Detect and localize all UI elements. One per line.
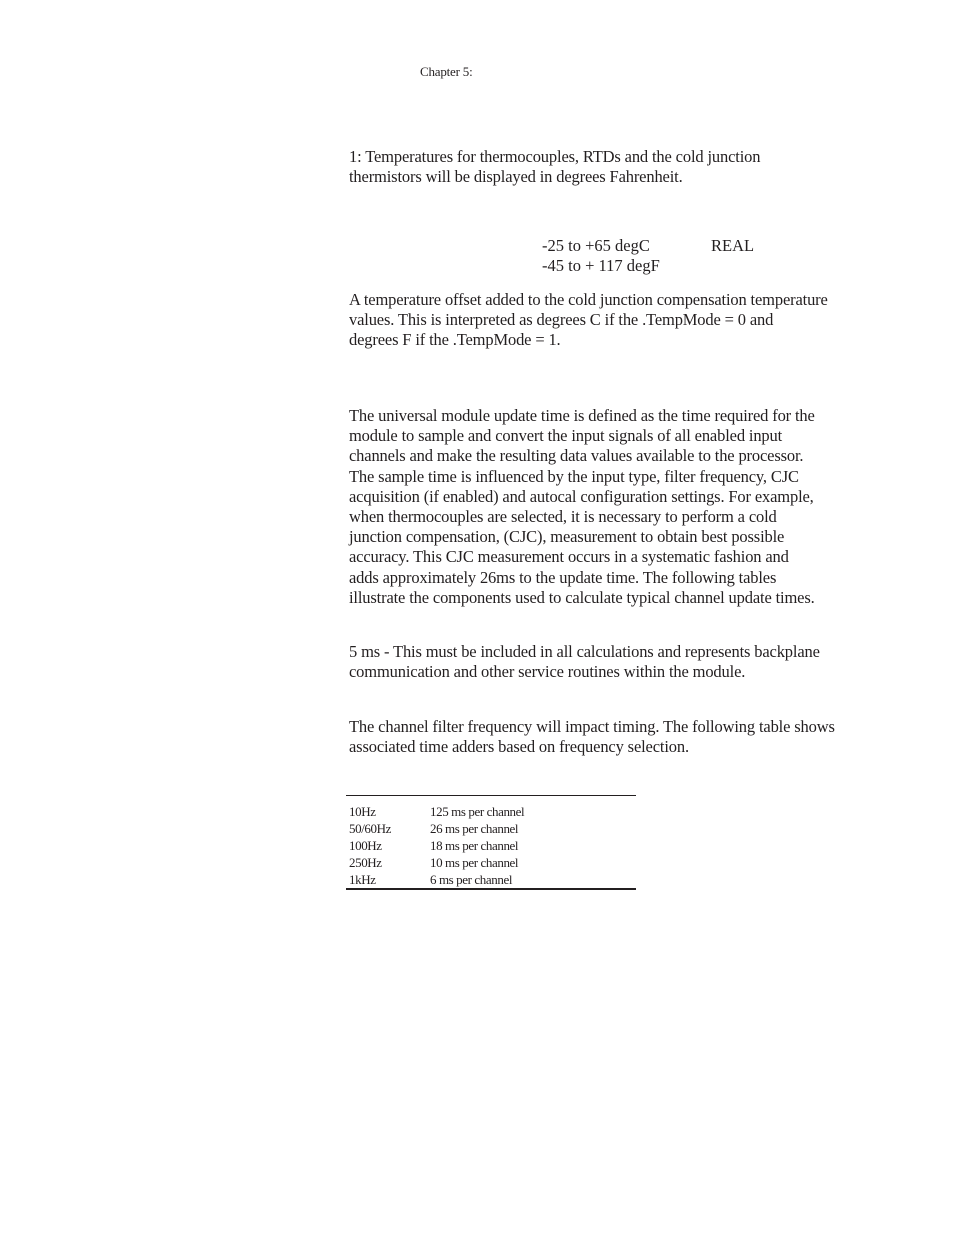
- text-line: The channel filter frequency will impact timing. The following table shows: [349, 717, 835, 736]
- table-row: [349, 837, 518, 854]
- time-adder-cell: 125 ms per channel: [430, 804, 525, 819]
- text-line: acquisition (if enabled) and autocal configuration settings. For example,: [349, 486, 814, 506]
- frequency-cell: 1kHz: [349, 872, 376, 887]
- table-top-rule: [346, 795, 636, 796]
- base-time-description: [349, 642, 869, 682]
- frequency-cell: 250Hz: [349, 855, 382, 870]
- text-line: communication and other service routines within the module.: [349, 662, 746, 682]
- text-line: 1: Temperatures for thermocouples, RTDs and the cold junction: [349, 147, 761, 166]
- time-adder-cell: 18 ms per channel: [430, 838, 519, 853]
- text-line: illustrate the components used to calculate typical channel update times.: [349, 587, 815, 607]
- text-line: The universal module update time is defined as the time required for the: [349, 406, 815, 425]
- table-bottom-rule: [346, 888, 636, 890]
- update-time-description: [349, 406, 869, 608]
- text-line: channels and make the resulting data values available to the processor.: [349, 446, 804, 466]
- time-adder-cell: 26 ms per channel: [430, 821, 519, 836]
- frequency-cell: 10Hz: [349, 804, 376, 819]
- text-line: accuracy. This CJC measurement occurs in a systematic fashion and: [349, 547, 789, 567]
- time-adder-cell: 6 ms per channel: [430, 872, 513, 887]
- text-line: values. This is interpreted as degrees C if the .TempMode = 0 and: [349, 310, 774, 330]
- table-row: [349, 871, 512, 888]
- text-line: A temperature offset added to the cold junction compensation temperature: [349, 290, 828, 309]
- table-row: [349, 803, 524, 820]
- cjc-offset-data-type: REAL: [711, 236, 755, 255]
- tempmode-note: [349, 147, 869, 187]
- text-line: when thermocouples are selected, it is necessary to perform a cold: [349, 507, 777, 527]
- cjc-offset-range-fahrenheit: -45 to + 117 degF: [542, 256, 660, 275]
- filter-intro: [349, 717, 869, 757]
- text-line: The sample time is influenced by the input type, filter frequency, CJC: [349, 466, 799, 486]
- text-line: degrees F if the .TempMode = 1.: [349, 330, 561, 350]
- text-line: associated time adders based on frequency selection.: [349, 737, 689, 757]
- text-line: 5 ms - This must be included in all calculations and represents backplane: [349, 642, 820, 661]
- frequency-cell: 50/60Hz: [349, 821, 391, 836]
- text-line: thermistors will be displayed in degrees Fahrenheit.: [349, 167, 683, 187]
- text-line: junction compensation, (CJC), measurement to obtain best possible: [349, 527, 785, 547]
- frequency-cell: 100Hz: [349, 838, 382, 853]
- text-line: module to sample and convert the input signals of all enabled input: [349, 426, 783, 446]
- cjc-offset-description: [349, 290, 869, 351]
- text-line: adds approximately 26ms to the update time. The following tables: [349, 567, 777, 587]
- table-row: [349, 820, 518, 837]
- chapter-header: Chapter 5:: [420, 64, 473, 79]
- cjc-offset-range-celsius: -25 to +65 degC: [542, 236, 650, 255]
- table-row: [349, 854, 518, 871]
- time-adder-cell: 10 ms per channel: [430, 855, 519, 870]
